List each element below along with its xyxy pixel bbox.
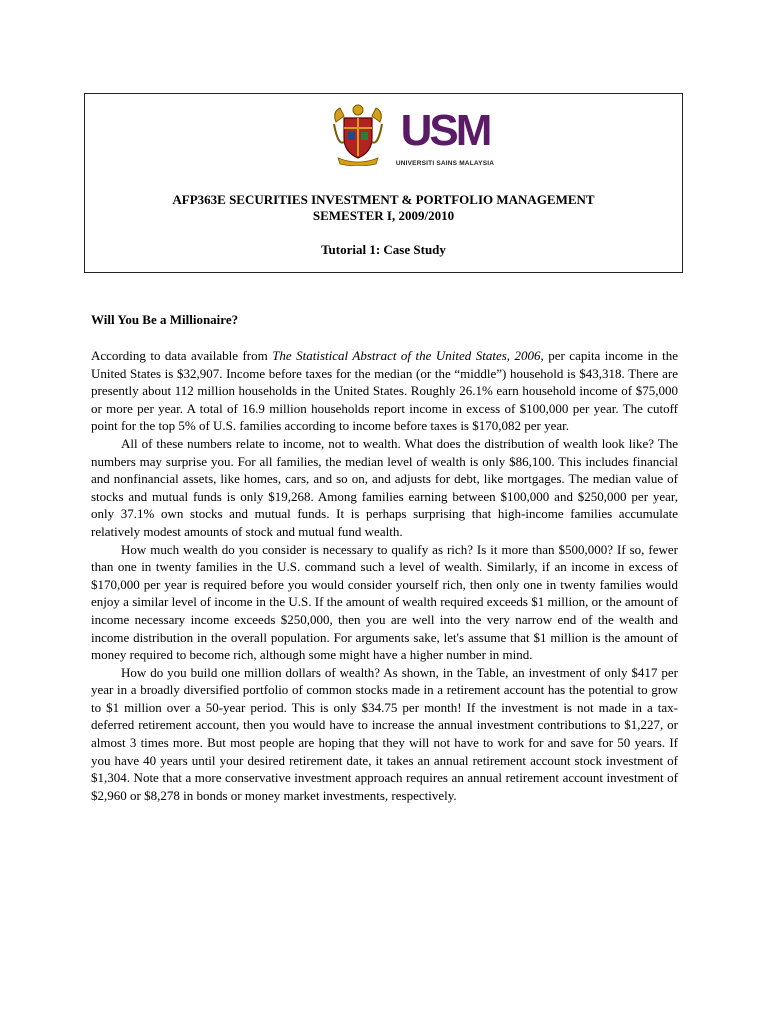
logo-row	[85, 102, 682, 172]
paragraph-3: How much wealth do you consider is necessary to qualify as rich? Is it more than $500,000? If so, fewer than one in twenty families in the U.S. command such a level of wealth. Similarly, if an income in excess of $170,000 per year is required before you would consider yourself rich, then only one in twenty families would enjoy a similar level of income in the U.S. If the amount of wealth required exceeds $1 million, or the amount of income necessary income exceeds $250,000, then you are well into the very narrow end of the wealth and income distribution in the overall population. For arguments sake, let's assume that $1 million is the amount of money required to become rich, although some might have a higher number in mind.	[91, 541, 678, 663]
section-heading: Will You Be a Millionaire?	[91, 312, 239, 327]
body-text	[91, 347, 678, 804]
paragraph-4: How do you build one million dollars of wealth? As shown, in the Table, an investment of only $417 per year in a broadly diversified portfolio of common stocks made in a retirement account has the potential to grow to $1 million over a 50-year period. This is only $34.75 per month! If the investment is not made in a tax-deferred retirement account, then you would have to increase the annual investment contributions to $1,227, or almost 3 times more. But most people are hoping that they will not have to work for and save for 50 years. If you have 40 years until your desired retirement date, it takes an annual retirement account stock investment of $1,304. Note that a more conservative investment approach requires an annual retirement account investment of $2,960 or $8,278 in bonds or money market investments, respectively.	[91, 664, 678, 803]
tutorial-label: Tutorial 1: Case Study	[321, 242, 446, 257]
paragraph-1-intro: According to data available from	[91, 348, 273, 363]
source-title: The Statistical Abstract of the United States, 2006	[272, 348, 541, 363]
usm-logo	[390, 108, 500, 174]
paragraph-1	[91, 347, 678, 435]
title-box	[84, 93, 683, 273]
paragraph-1-rest: , per capita income in the United States is $32,907. Income before taxes for the median (or the “middle”) household is $43,318. There are presently about 112 million households in the United States. Roughly 26.1% earn household income of $75,000 or more per year. A total of 16.9 million households report income in excess of $100,000 per year. The cutoff point for the top 5% of U.S. families according to income before taxes is $170,082 per year.	[91, 348, 679, 434]
university-name: UNIVERSITI SAINS MALAYSIA	[395, 160, 495, 167]
usm-logo-mark: USM	[400, 106, 490, 155]
paragraph-2: All of these numbers relate to income, not to wealth. What does the distribution of wealth look like? The numbers may surprise you. For all families, the median level of wealth is only $86,100. This includes financial and nonfinancial assets, like homes, cars, and so on, and adjusts for debt, like mortgages. The median value of stocks and mutual funds is only $19,268. Among families earning between $100,000 and $250,000 per year, only 37.1% own stocks and mutual funds. It is perhaps surprising that high-income families accumulate relatively modest amounts of stock and mutual fund wealth.	[91, 435, 678, 539]
course-title: AFP363E SECURITIES INVESTMENT & PORTFOLIO MANAGEMENT	[172, 192, 595, 207]
university-crest-icon	[330, 102, 386, 166]
semester-label: SEMESTER I, 2009/2010	[312, 208, 455, 223]
